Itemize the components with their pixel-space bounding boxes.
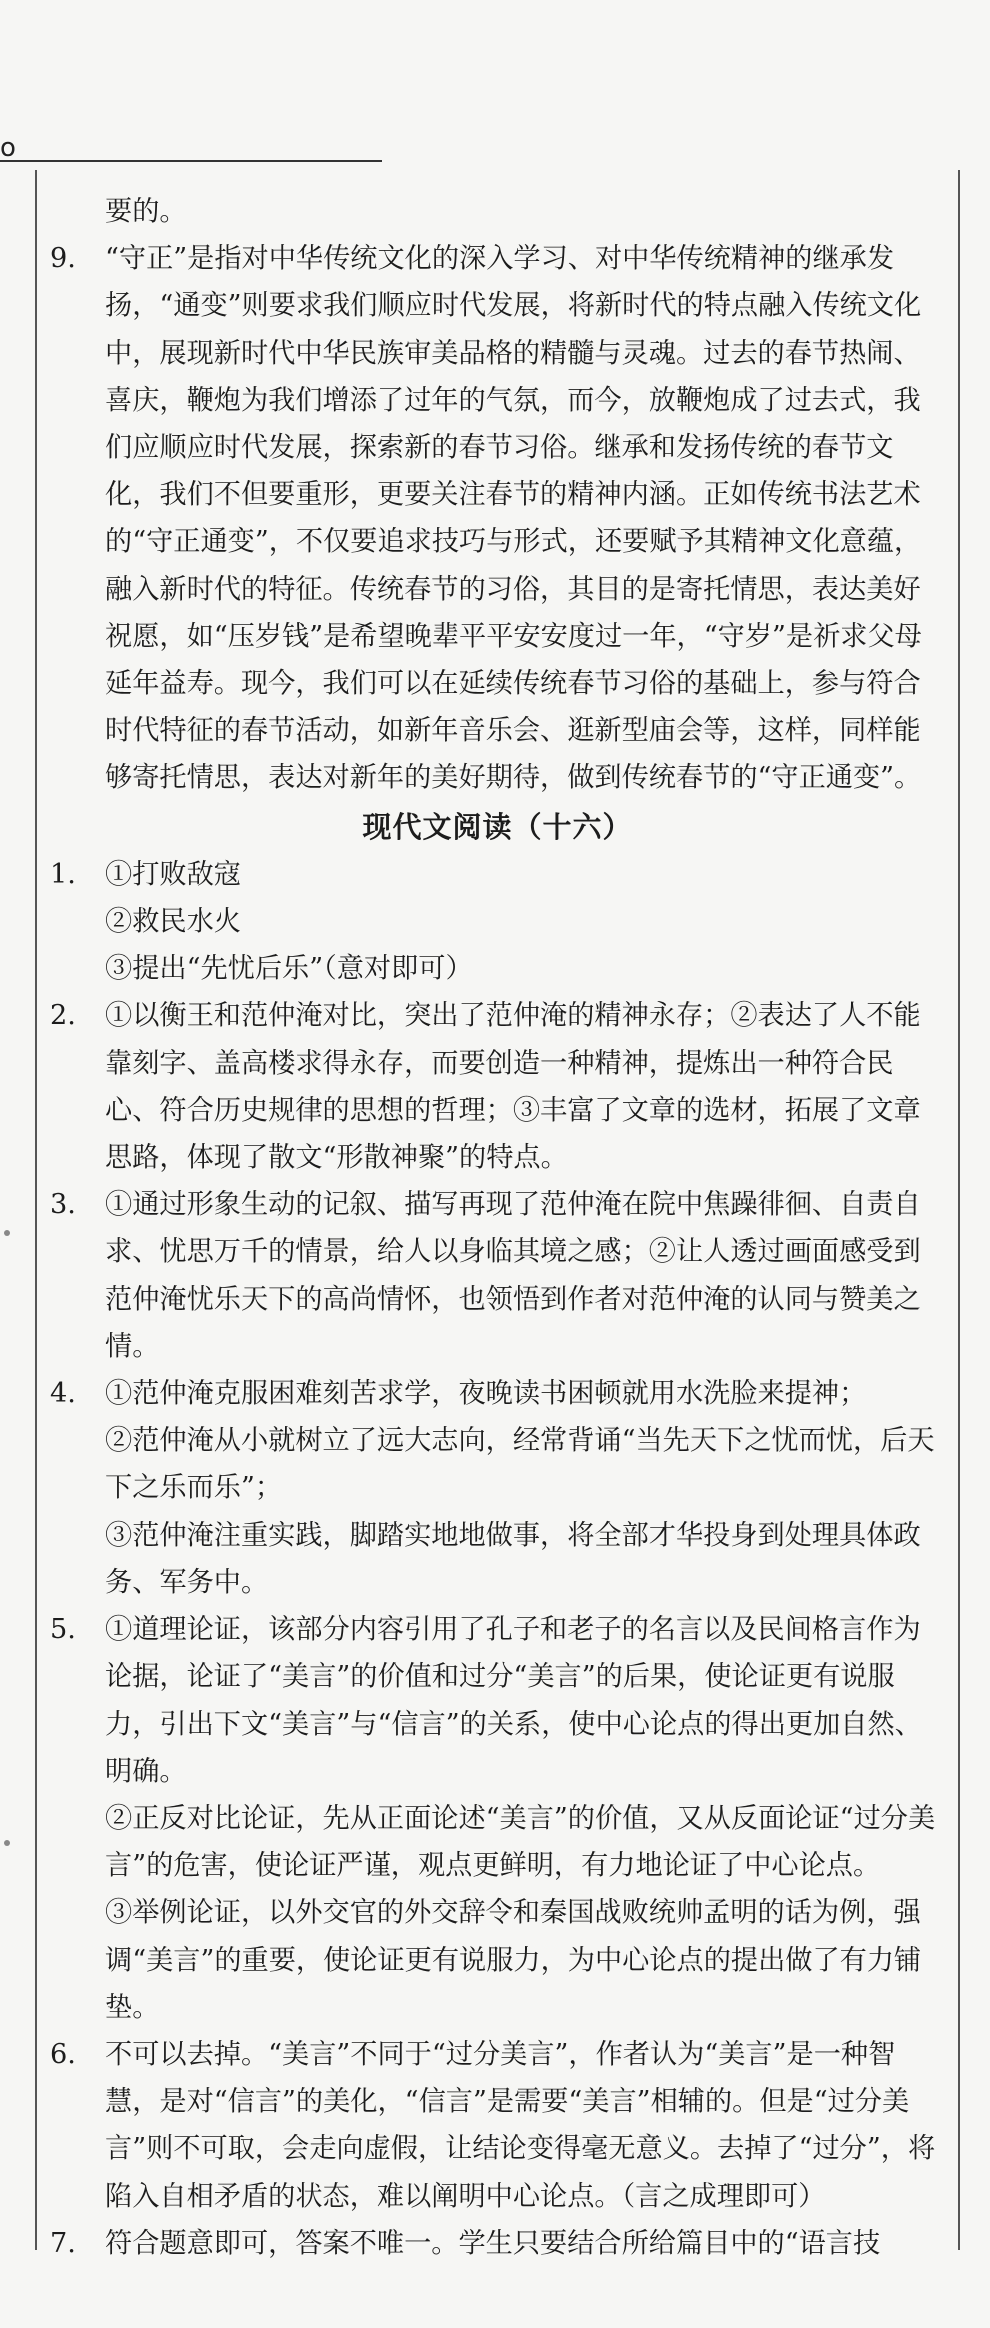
corner-mark: o: [0, 133, 16, 163]
item-sub-text: ①道理论证，该部分内容引用了孔子和老子的名言以及民间格言作为论据，论证了“美言”的价值和过分“美言”的后果，使论证更有说服力，引出下文“美言”与“信言”的关系，使中心论点的得出更加自然、明确。: [105, 1614, 922, 1787]
item-number: 4.: [50, 1378, 76, 1410]
item-sub-text: ③举例论证，以外交官的外交辞令和秦国战败统帅孟明的话为例，强调“美言”的重要，使论证更有说服力，为中心论点的提出做了有力铺垫。: [105, 1897, 922, 2023]
item-sub-text: ①以衡王和范仲淹对比，突出了范仲淹的精神永存；②表达了人不能靠刻字、盖高楼求得永存，而要创造一种精神，提炼出一种符合民心、符合历史规律的思想的哲理；③丰富了文章的选材，拓展了文章思路，体现了散文“形散神聚”的特点。: [105, 1000, 921, 1174]
item-sub-text: ②范仲淹从小就树立了远大志向，经常背诵“当先天下之忧而忧，后天下之乐而乐”；: [105, 1425, 935, 1504]
item-number: 5.: [50, 1614, 76, 1646]
item-number: 1.: [50, 858, 76, 890]
item-number: 2.: [50, 1000, 76, 1032]
item-number: 6.: [50, 2038, 76, 2070]
item-number: 9.: [50, 243, 76, 275]
answer-item-2: [50, 992, 945, 1181]
item-sub-text: 符合题意即可，答案不唯一。学生只要结合所给篇目中的“语言技: [105, 2227, 881, 2259]
item-number: 3.: [50, 1189, 76, 1221]
left-border-rule: [35, 170, 37, 2250]
item-sub-text: ③提出“先忧后乐”（意对即可）: [105, 953, 473, 985]
margin-dot: [4, 1840, 10, 1846]
continued-line: 要的。: [105, 196, 187, 227]
margin-dot: [4, 1230, 10, 1236]
answer-item-7: [50, 2220, 945, 2267]
answer-item-3: [50, 1181, 945, 1370]
right-border-rule: [958, 170, 960, 2250]
section-title: 现代文阅读（十六）: [362, 809, 633, 844]
item-sub-text: ①范仲淹克服困难刻苦求学，夜晚读书困顿就用水洗脸来提神；: [105, 1378, 867, 1410]
answer-item-6: [50, 2031, 945, 2220]
item-sub-text: ②救民水火: [105, 906, 241, 938]
answer-item-5: [50, 1606, 945, 2031]
answer-item-9: [50, 235, 945, 801]
item-sub-text: 不可以去掉。“美言”不同于“过分美言”，作者认为“美言”是一种智慧，是对“信言”的美化，“信言”是需要“美言”相辅的。但是“过分美言”则不可取，会走向虚假，让结论变得毫无意义。去掉了“过分”，将陷入自相矛盾的状态，难以阐明中心论点。（言之成理即可）: [105, 2038, 936, 2212]
item-sub-text: ①打败敌寇: [105, 858, 241, 890]
continued-text: [50, 188, 945, 235]
answer-content: [50, 188, 945, 2267]
answer-item-1: [50, 851, 945, 993]
item-sub-text: ③范仲淹注重实践，脚踏实地地做事，将全部才华投身到处理具体政务、军务中。: [105, 1519, 921, 1598]
answer-item-4: [50, 1370, 945, 1606]
top-rule: [0, 160, 382, 162]
item-number: 7.: [50, 2227, 76, 2259]
item-sub-text: ①通过形象生动的记叙、描写再现了范仲淹在院中焦躁徘徊、自责自求、忧思万千的情景，给人以身临其境之感；②让人透过画面感受到范仲淹忧乐天下的高尚情怀，也领悟到作者对范仲淹的认同与赞美之情。: [105, 1189, 921, 1362]
item-text: “守正”是指对中华传统文化的深入学习、对中华传统精神的继承发扬，“通变”则要求我们顺应时代发展，将新时代的特点融入传统文化中，展现新时代中华民族审美品格的精髓与灵魂。过去的春节热闹、喜庆，鞭炮为我们增添了过年的气氛，而今，放鞭炮成了过去式，我们应顺应时代发展，探索新的春节习俗。继承和发扬传统的春节文化，我们不但要重形，更要关注春节的精神内涵。正如传统书法艺术的“守正通变”，不仅要追求技巧与形式，还要赋予其精神文化意蕴，融入新时代的特征。传统春节的习俗，其目的是寄托情思，表达美好祝愿，如“压岁钱”是希望晚辈平平安安度过一年，“守岁”是祈求父母延年益寿。现今，我们可以在延续传统春节习俗的基础上，参与符合时代特征的春节活动，如新年音乐会、逛新型庙会等，这样，同样能够寄托情思，表达对新年的美好期待，做到传统春节的“守正通变”。: [105, 243, 922, 794]
item-sub-text: ②正反对比论证，先从正面论述“美言”的价值，又从反面论证“过分美言”的危害，使论证严谨，观点更鲜明，有力地论证了中心论点。: [105, 1802, 936, 1882]
